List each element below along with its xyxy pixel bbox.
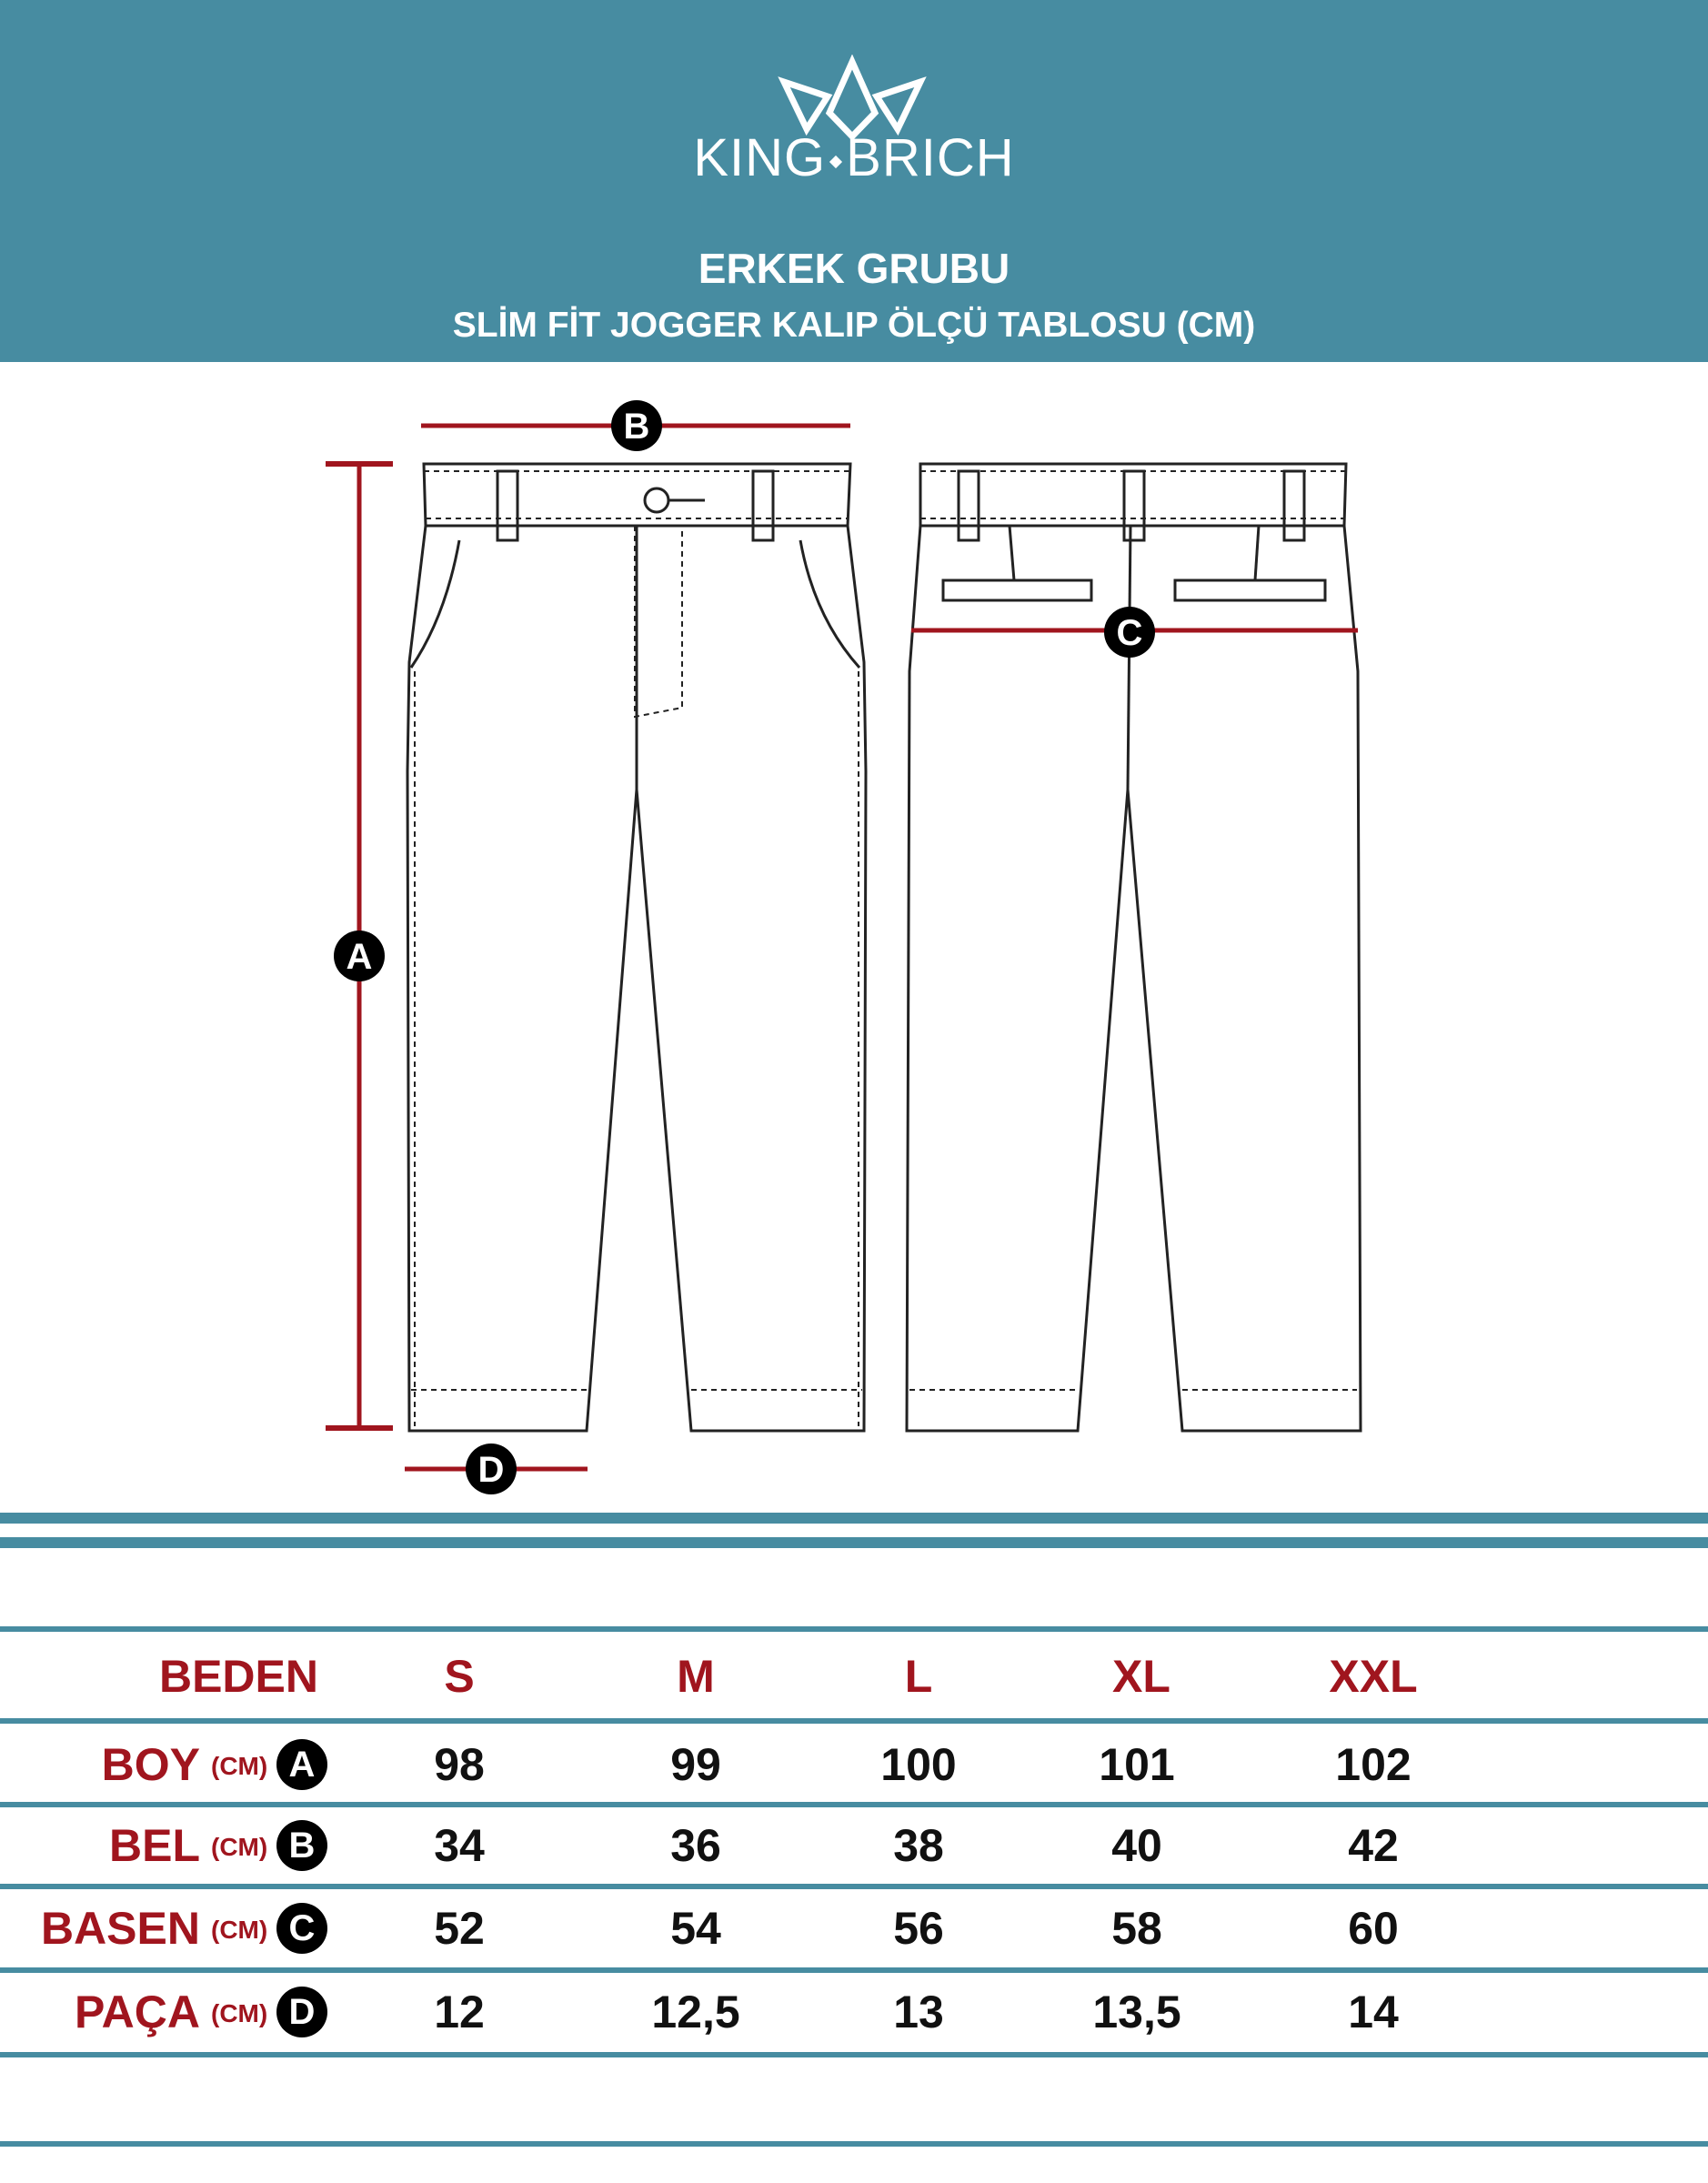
table-cell: 102: [1335, 1739, 1412, 1790]
svg-text:A: A: [346, 937, 373, 977]
table-cell: 54: [670, 1903, 721, 1954]
unit-label: (CM): [211, 1833, 268, 1861]
table-cell: 60: [1348, 1903, 1399, 1954]
table-cell: 58: [1111, 1903, 1162, 1954]
divider-line: [0, 1537, 1708, 1548]
table-row-boy: [0, 1728, 1708, 1801]
row-label: BASEN: [40, 1903, 200, 1954]
measure-marker-b: [611, 400, 662, 451]
marker-a-badge: A: [276, 1739, 327, 1790]
marker-b-badge: B: [276, 1820, 327, 1871]
table-cell: 13,5: [1092, 1987, 1181, 2037]
table-cell: 40: [1111, 1820, 1162, 1871]
table-rule: [0, 2141, 1708, 2147]
svg-text:B: B: [623, 407, 650, 447]
table-cell: 38: [893, 1820, 944, 1871]
unit-label: (CM): [211, 1916, 268, 1944]
table-rule: [0, 1967, 1708, 1973]
table-cell: 52: [434, 1903, 485, 1954]
size-table-header: [0, 1640, 1708, 1713]
table-row-bel: [0, 1809, 1708, 1882]
size-m: M: [677, 1651, 715, 1702]
table-cell: 101: [1099, 1739, 1175, 1790]
marker-d-badge: D: [276, 1987, 327, 2037]
unit-label: (CM): [211, 1999, 268, 2027]
table-row-basen: [0, 1892, 1708, 1965]
divider-line: [0, 1513, 1708, 1524]
table-cell: 12,5: [651, 1987, 740, 2037]
table-cell: 12: [434, 1987, 485, 2037]
unit-label: (CM): [211, 1752, 268, 1780]
table-cell: 14: [1348, 1987, 1399, 2037]
table-cell: 34: [434, 1820, 485, 1871]
size-header-label: BEDEN: [158, 1651, 318, 1702]
table-cell: 42: [1348, 1820, 1399, 1871]
page-subtitle: SLİM FİT JOGGER KALIP ÖLÇÜ TABLOSU (CM): [452, 306, 1256, 345]
row-label: PAÇA: [75, 1987, 200, 2037]
header-banner: [0, 0, 1708, 362]
size-s: S: [444, 1651, 475, 1702]
table-cell: 13: [893, 1987, 944, 2037]
trouser-diagram: [0, 362, 1708, 1508]
table-cell: 56: [893, 1903, 944, 1954]
table-row-paca: [0, 1976, 1708, 2048]
table-cell: 99: [670, 1739, 721, 1790]
size-xl: XL: [1112, 1651, 1170, 1702]
measure-marker-c: [1104, 607, 1155, 658]
table-rule: [0, 1884, 1708, 1889]
measure-marker-a: [334, 931, 385, 981]
measure-marker-d: [466, 1444, 517, 1494]
size-xxl: XXL: [1329, 1651, 1418, 1702]
svg-text:D: D: [477, 1450, 505, 1490]
row-label: BEL: [109, 1820, 200, 1871]
table-cell: 36: [670, 1820, 721, 1871]
row-label: BOY: [101, 1739, 200, 1790]
table-rule: [0, 1802, 1708, 1807]
table-rule: [0, 1718, 1708, 1724]
front-trousers: [407, 464, 866, 1431]
table-cell: 98: [434, 1739, 485, 1790]
table-cell: 100: [880, 1739, 957, 1790]
table-rule: [0, 2052, 1708, 2057]
size-l: L: [904, 1651, 933, 1702]
page-title: ERKEK GRUBU: [698, 245, 1010, 292]
marker-c-badge: C: [276, 1903, 327, 1954]
brand-logo-text: KING BRICH: [693, 128, 1015, 187]
table-rule: [0, 1626, 1708, 1632]
svg-text:C: C: [1116, 613, 1143, 653]
